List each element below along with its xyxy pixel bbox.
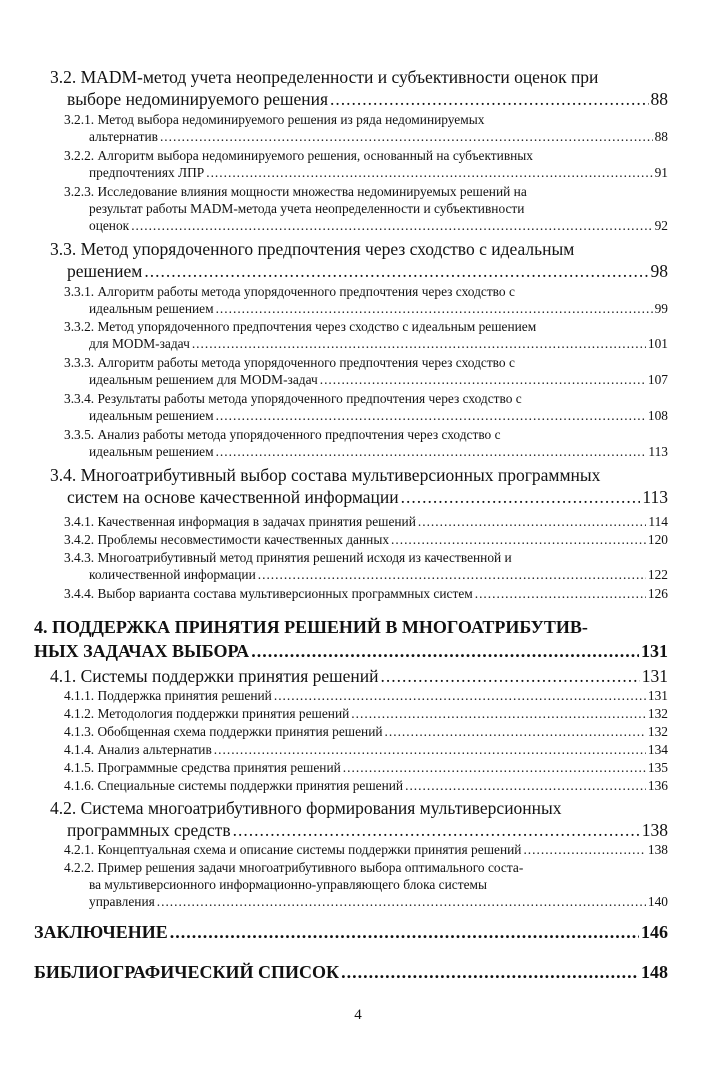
toc-entry-title-line: 4. ПОДДЕРЖКА ПРИНЯТИЯ РЕШЕНИЙ В МНОГОАТРИБУТИВ- (34, 617, 588, 637)
toc-entry[interactable] (0, 318, 668, 352)
toc-entry-title-line: 3.4. Многоатрибутивный выбор состава мультиверсионных программных (50, 465, 601, 485)
toc-entry[interactable] (0, 615, 668, 663)
toc-entry-title-line: 4.1.6. Специальные системы поддержки принятия решений (64, 778, 404, 793)
toc-entry-title-line: управления (89, 894, 155, 909)
toc-page-number: 113 (642, 487, 668, 507)
dot-leader (216, 407, 646, 424)
toc-entry-title-line: 3.4.2. Проблемы несовместимости качественных данных (64, 532, 390, 547)
dot-leader (233, 819, 640, 841)
toc-page-number: 101 (647, 336, 668, 351)
toc-entry[interactable] (0, 66, 668, 110)
toc-entry[interactable] (0, 464, 668, 508)
toc-page-number: 131 (641, 666, 668, 686)
dot-leader (216, 443, 647, 460)
toc-entry-title-line: 3.4.4. Выбор варианта состава мультиверсионных программных систем (64, 586, 473, 601)
toc-entry-title-line: оценок (89, 218, 130, 233)
toc-entry-title-line: ЗАКЛЮЧЕНИЕ (34, 922, 168, 942)
toc-page-number: 108 (647, 408, 668, 423)
dot-leader (401, 486, 641, 508)
toc-page-number: 140 (647, 894, 668, 909)
toc-page-number: 148 (641, 962, 668, 982)
toc-entry-title-line: альтернатив (89, 129, 158, 144)
toc-entry[interactable] (0, 283, 668, 317)
toc-entry[interactable] (0, 705, 668, 722)
toc-entry-title-line: 3.2.3. Исследование влияния мощности множества недоминируемых решений на (64, 184, 527, 199)
toc-entry-title-line: 3.3.4. Результаты работы метода упорядоченного предпочтения через сходство с (64, 391, 522, 406)
toc-entry[interactable] (0, 741, 668, 758)
toc-entry[interactable] (0, 549, 668, 583)
toc-page-number: 114 (648, 514, 668, 529)
dot-leader (523, 841, 645, 858)
dot-leader (391, 531, 646, 548)
toc-entry[interactable] (0, 585, 668, 602)
toc-page-number: 134 (647, 742, 668, 757)
toc-page-number: 122 (647, 567, 668, 582)
toc-entry-title-line: количественной информации (89, 567, 256, 582)
dot-leader (274, 687, 646, 704)
toc-entry-title-line: результат работы MADM-метода учета неопределенности и субъективности (89, 201, 525, 216)
toc-entry[interactable] (0, 183, 668, 234)
dot-leader (351, 705, 646, 722)
toc-entry[interactable] (0, 111, 668, 145)
toc-entry[interactable] (0, 960, 668, 984)
toc-entry-title-line: 4.1.4. Анализ альтернатив (64, 742, 212, 757)
toc-entry-title-line: НЫХ ЗАДАЧАХ ВЫБОРА (34, 641, 250, 661)
toc-entry-title-line: ва мультиверсионного информационно-управляющего блока системы (89, 877, 487, 892)
toc-entry-title-line: 3.2. MADM-метод учета неопределенности и субъективности оценок при (50, 67, 599, 87)
toc-entry-title-line: 4.2.1. Концептуальная схема и описание системы поддержки принятия решений (64, 842, 522, 857)
toc-entry[interactable] (0, 531, 668, 548)
toc-entry[interactable] (0, 841, 668, 858)
toc-entry[interactable] (0, 723, 668, 740)
dot-leader (330, 88, 649, 110)
toc-entry-title-line: 3.3.2. Метод упорядоченного предпочтения через сходство с идеальным решением (64, 319, 537, 334)
toc-entry-title-line: программных средств (67, 820, 231, 840)
toc-page-number: 92 (654, 218, 668, 233)
toc-page-number: 132 (647, 724, 668, 739)
toc-entry[interactable] (0, 354, 668, 388)
toc-entry[interactable] (0, 920, 668, 944)
toc-entry-title-line: выбоpе недоминируемого решения (67, 89, 328, 109)
toc-entry-title-line: систем на основе качественной информации (67, 487, 399, 507)
page-number: 4 (354, 1007, 362, 1023)
dot-leader (320, 371, 646, 388)
toc-entry-title-line: 4.1.2. Методология поддержки принятия решений (64, 706, 350, 721)
toc-entry[interactable] (0, 390, 668, 424)
toc-entry[interactable] (0, 665, 668, 687)
toc-entry-title-line: 3.4.3. Многоатрибутивный метод принятия решений исходя из качественной и (64, 550, 512, 565)
toc-page-number: 88 (650, 89, 668, 109)
toc-entry[interactable] (0, 426, 668, 460)
toc-entry[interactable] (0, 777, 668, 794)
toc-entry-title-line: идеальным решением (89, 444, 214, 459)
toc-page-number: 98 (650, 261, 668, 281)
toc-page-number: 131 (647, 688, 668, 703)
dot-leader (216, 300, 653, 317)
dot-leader (131, 217, 652, 234)
toc-entry-title-line: идеальным решением (89, 301, 214, 316)
toc-entry-title-line: идеальным решением для MODM-задач (89, 372, 318, 387)
toc-page-number: 91 (654, 165, 668, 180)
toc-entry-title-line: для MODM-задач (89, 336, 190, 351)
toc-entry[interactable] (0, 859, 668, 910)
toc-entry-title-line: 3.3.3. Алгоритм работы метода упорядоченного предпочтения через сходство с (64, 355, 515, 370)
dot-leader (385, 723, 646, 740)
dot-leader (405, 777, 646, 794)
toc-page-number: 120 (647, 532, 668, 547)
toc-page-number: 138 (647, 842, 668, 857)
toc-page-number: 135 (647, 760, 668, 775)
dot-leader (258, 566, 646, 583)
dot-leader (475, 585, 646, 602)
dot-leader (343, 759, 646, 776)
toc-entry-title-line: 4.1.1. Поддержка принятия решений (64, 688, 272, 703)
dot-leader (157, 893, 646, 910)
toc-entry[interactable] (0, 797, 668, 841)
toc-entry-title-line: идеальным решением (89, 408, 214, 423)
toc-entry-title-line: БИБЛИОГРАФИЧЕСКИЙ СПИСОК (34, 962, 340, 982)
toc-page-number: 88 (654, 129, 668, 144)
toc-page-number: 136 (647, 778, 668, 793)
toc-entry-title-line: 4.2.2. Пример решения задачи многоатрибутивного выбора оптимального соста- (64, 860, 524, 875)
toc-page-number: 107 (647, 372, 668, 387)
toc-entry-title-line: 4.1.5. Программные средства принятия решений (64, 760, 341, 775)
toc-entry[interactable] (0, 687, 668, 704)
dot-leader (251, 639, 639, 663)
toc-entry[interactable] (0, 238, 668, 282)
toc-entry-title-line: 4.1. Системы поддержки принятия решений (50, 666, 379, 686)
toc-entry-title-line: 3.4.1. Качественная информация в задачах принятия решений (64, 514, 416, 529)
toc-page-number: 99 (654, 301, 668, 316)
toc-entry-title-line: решением (67, 261, 143, 281)
toc-entry-title-line: 3.2.1. Метод выбора недоминируемого решения из ряда недоминируемых (64, 112, 485, 127)
toc-entry-title-line: 3.2.2. Алгоритм выбора недоминируемого решения, основанный на субъективных (64, 148, 534, 163)
dot-leader (192, 335, 646, 352)
toc-page-number: 113 (648, 444, 668, 459)
dot-leader (160, 128, 653, 145)
dot-leader (418, 513, 647, 530)
toc-entry[interactable] (0, 513, 668, 530)
toc-entry-title-line: 4.2. Система многоатрибутивного формирования мультиверсионных (50, 798, 562, 818)
toc-entry-title-line: 4.1.3. Обобщенная схема поддержки принятия решений (64, 724, 383, 739)
dot-leader (206, 164, 652, 181)
toc-page-number: 146 (641, 922, 668, 942)
dot-leader (214, 741, 646, 758)
toc-entry[interactable] (0, 759, 668, 776)
toc-page-number: 138 (641, 820, 668, 840)
dot-leader (341, 960, 639, 984)
toc-entry-title-line: 3.3. Метод упорядоченного предпочтения через сходство с идеальным (50, 239, 575, 259)
toc-entry-title-line: предпочтениях ЛПР (89, 165, 205, 180)
toc-page-number: 132 (647, 706, 668, 721)
dot-leader (381, 665, 640, 687)
toc-entry-title-line: 3.3.5. Анализ работы метода упорядоченного предпочтения через сходство с (64, 427, 501, 442)
dot-leader (170, 920, 639, 944)
toc-entry-title-line: 3.3.1. Алгоритм работы метода упорядоченного предпочтения через сходство с (64, 284, 515, 299)
toc-entry[interactable] (0, 147, 668, 181)
toc-page-number: 126 (647, 586, 668, 601)
dot-leader (144, 260, 648, 282)
toc-page-number: 131 (641, 641, 668, 661)
